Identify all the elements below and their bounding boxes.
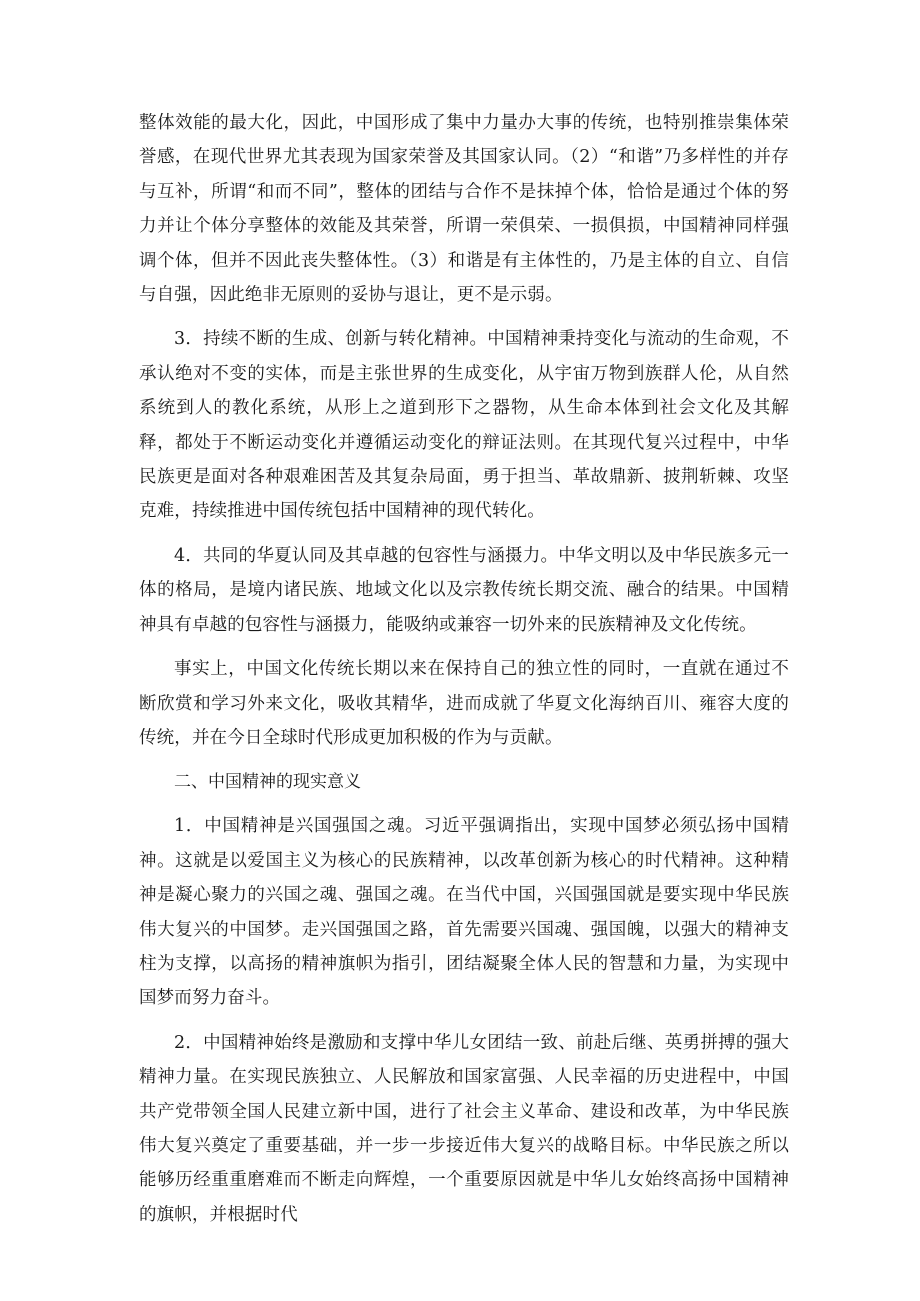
section-heading-practical-significance: 二、中国精神的现实意义 xyxy=(174,772,361,793)
paragraph-item-4-huaxia-identity: 4．共同的华夏认同及其卓越的包容性与涵摄力。中华文明以及中华民族多元一体的格局，是境内诸民族、地域文化以及宗教传统长期交流、融合的结果。中国精神具有卓越的包容性与涵摄力，能吸纳或兼容一切外来的民族精神及文化传统。 xyxy=(139,545,789,635)
paragraph-section2-item-2: 2．中国精神始终是激励和支撑中华儿女团结一致、前赴后继、英勇拼搏的强大精神力量。在实现民族独立、人民解放和国家富强、人民幸福的历史进程中，中国共产党带领全国人民建立新中国，进行了社会主义革命、建设和改革，为中华民族伟大复兴奠定了重要基础，并一步一步接近伟大复兴的战略目标。中华民族之所以能够历经重重磨难而不断走向辉煌，一个重要原因就是中华儿女始终高扬中国精神的旗帜，并根据时代 xyxy=(139,1032,789,1225)
paragraph-item-3-generation-innovation: 3．持续不断的生成、创新与转化精神。中国精神秉持变化与流动的生命观，不承认绝对不变的实体，而是主张世界的生成变化，从宇宙万物到族群人伦，从自然系统到人的教化系统，从形上之道到形下之器物，从生命本体到社会文化及其解释，都处于不断运动变化并遵循运动变化的辩证法则。在其现代复兴过程中，中华民族更是面对各种艰难困苦及其复杂局面，勇于担当、革故鼎新、披荆斩棘、攻坚克难，持续推进中国传统包括中国精神的现代转化。 xyxy=(139,329,789,522)
paragraph-cultural-tradition: 事实上，中国文化传统长期以来在保持自己的独立性的同时，一直就在通过不断欣赏和学习外来文化，吸收其精华，进而成就了华夏文化海纳百川、雍容大度的传统，并在今日全球时代形成更加积极的作为与贡献。 xyxy=(139,659,789,748)
paragraph-continuation: 整体效能的最大化，因此，中国形成了集中力量办大事的传统，也特别推崇集体荣誉感，在现代世界尤其表现为国家荣誉及其国家认同。（2）“和谐”乃多样性的并存与互补，所谓“和而不同”，整体的团结与合作不是抹掉个体，恰恰是通过个体的努力并让个体分享整体的效能及其荣誉，所谓一荣俱荣、一损俱损，中国精神同样强调个体，但并不因此丧失整体性。（3）和谐是有主体性的，乃是主体的自立、自信与自强，因此绝非无原则的妥协与退让，更不是示弱。 xyxy=(139,113,789,306)
document-body xyxy=(139,106,789,1242)
paragraph-section2-item-1: 1．中国精神是兴国强国之魂。习近平强调指出，实现中国梦必须弘扬中国精神。这就是以爱国主义为核心的民族精神，以改革创新为核心的时代精神。这种精神是凝心聚力的兴国之魂、强国之魂。在当代中国，兴国强国就是要实现中华民族伟大复兴的中国梦。走兴国强国之路，首先需要兴国魂、强国魄，以强大的精神支柱为支撑，以高扬的精神旗帜为指引，团结凝聚全体人民的智慧和力量，为实现中国梦而努力奋斗。 xyxy=(139,816,789,1009)
